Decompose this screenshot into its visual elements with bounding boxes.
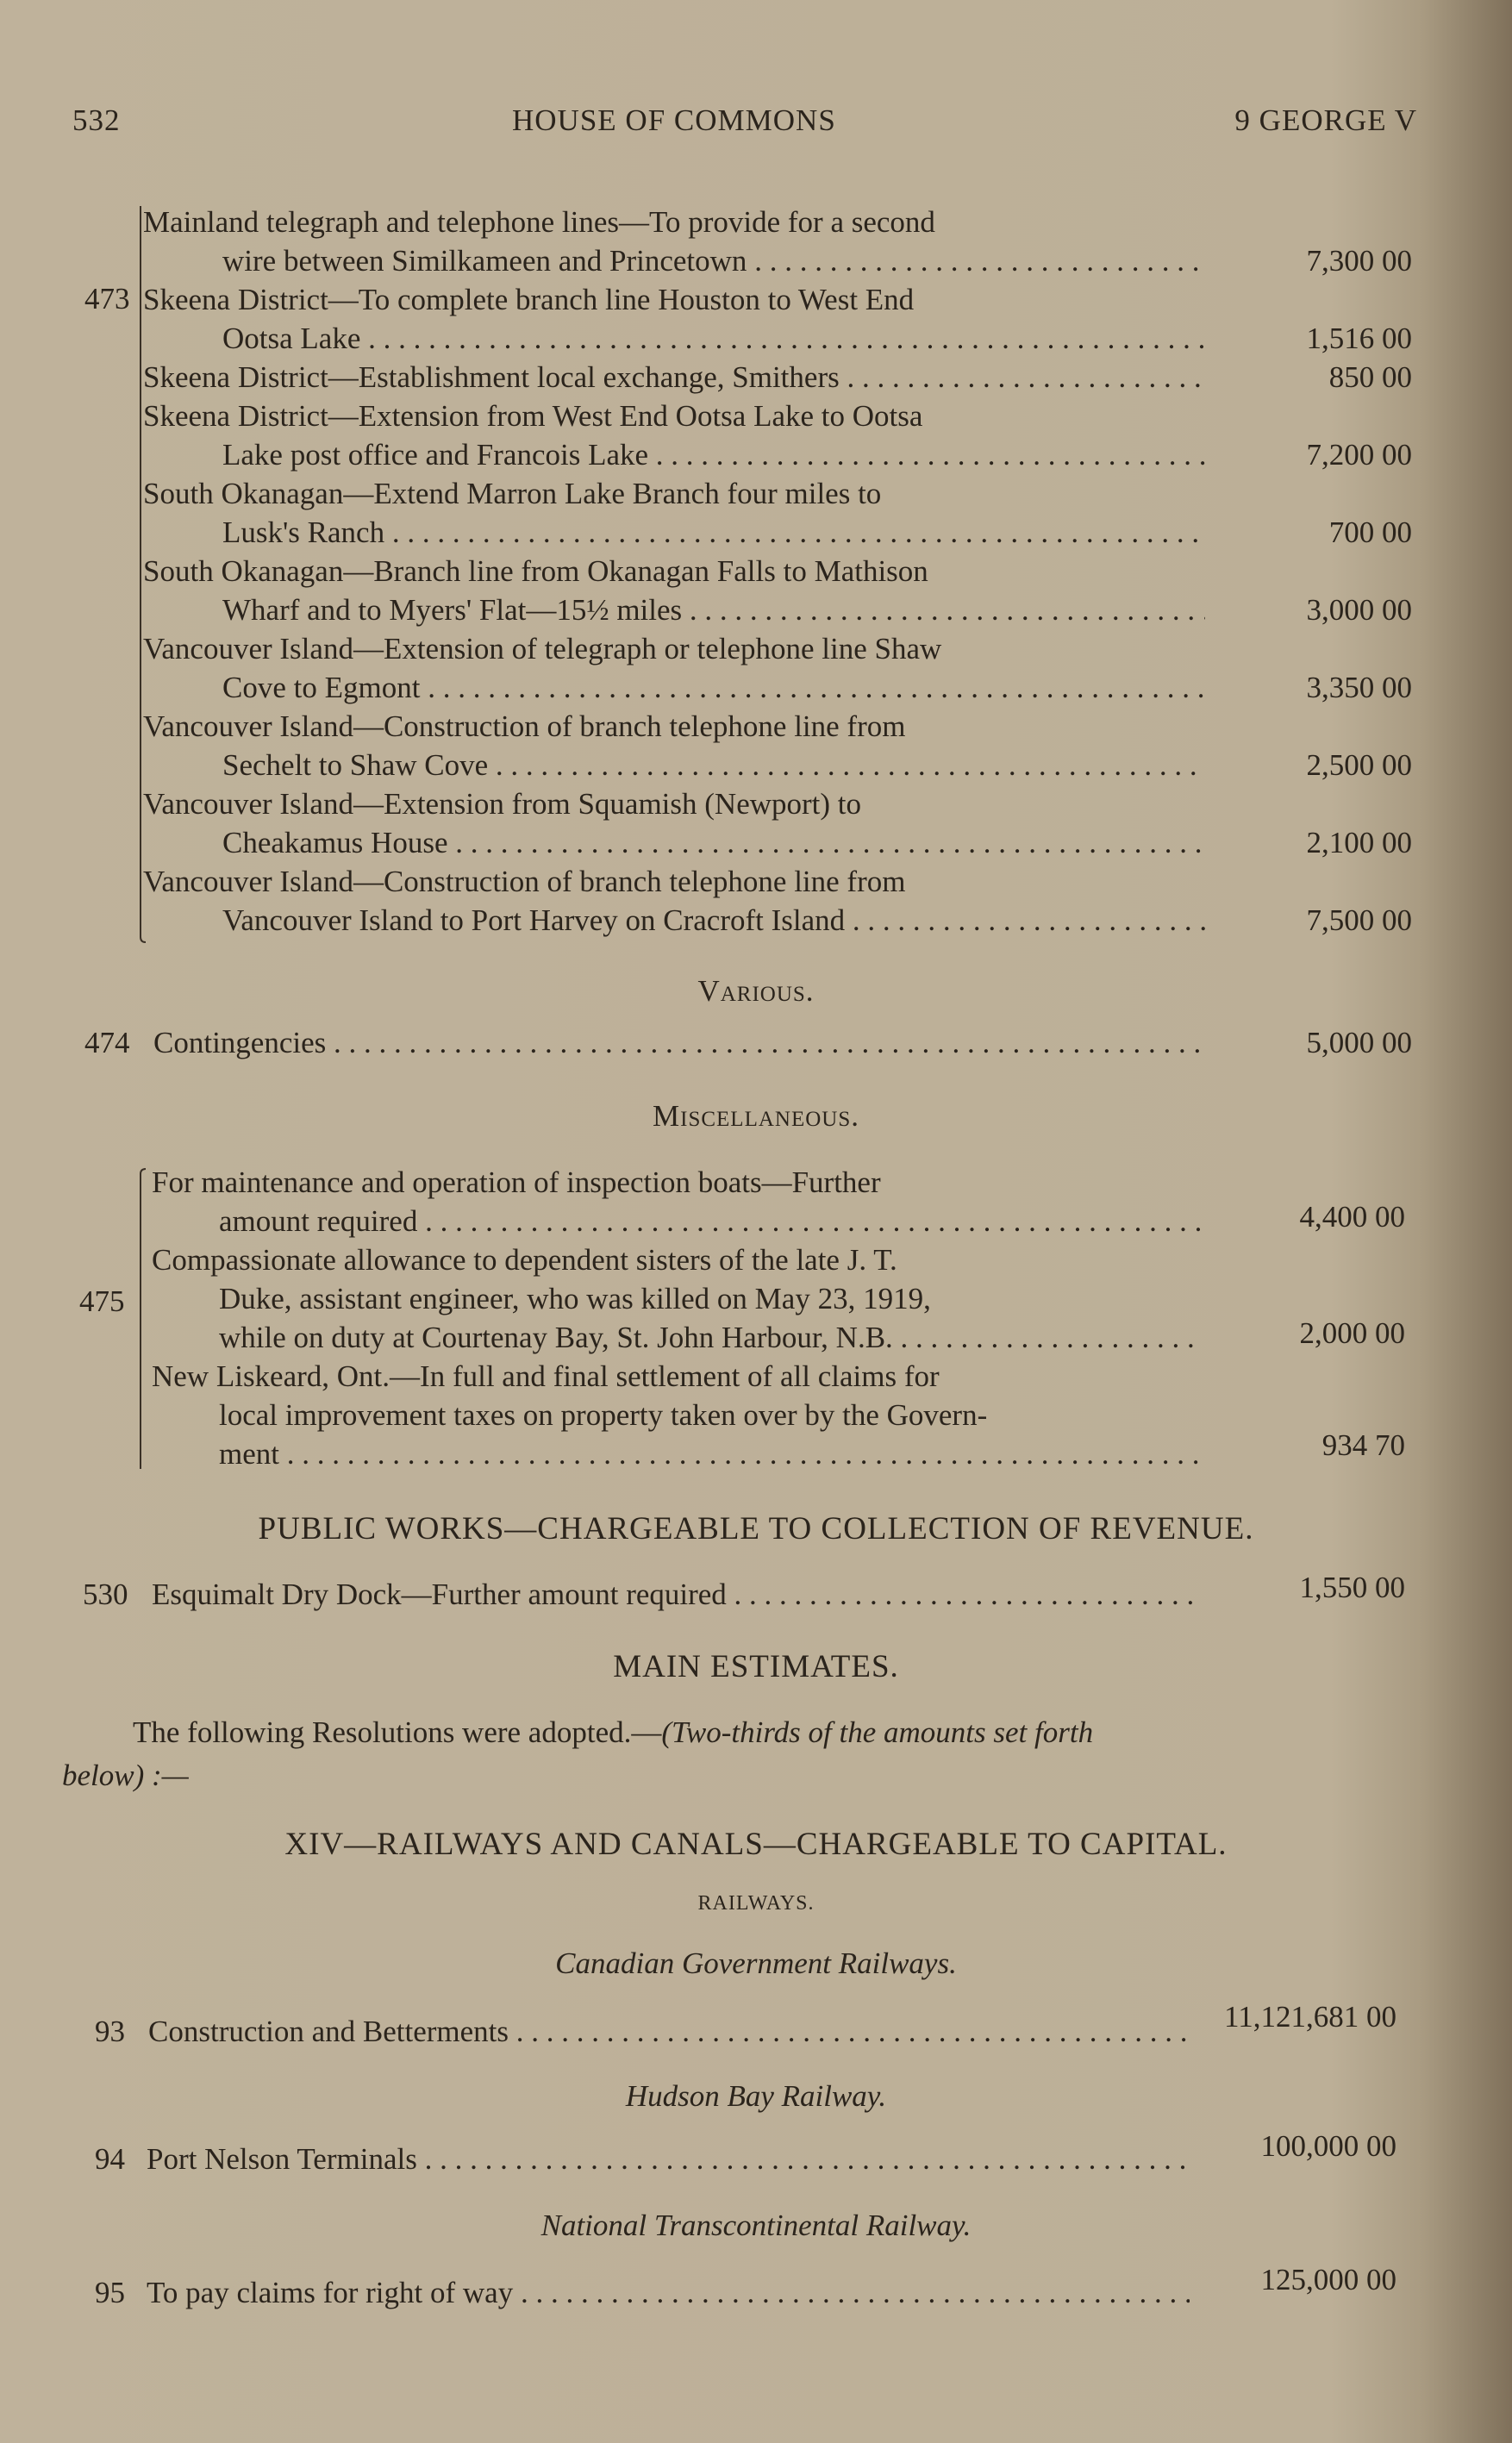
entry-line: South Okanagan—Extend Marron Lake Branch four miles to [143, 477, 882, 510]
entry-line-leader: wire between Similkameen and Princetown . . . [222, 244, 1205, 278]
entry-amount: 850 00 [1328, 360, 1412, 394]
entry-line-leader: Cove to Egmont . . . [222, 671, 1205, 705]
vote-number: 475 [79, 1284, 125, 1318]
section-heading-main-estimates: MAIN ESTIMATES. [613, 1649, 899, 1684]
entry-amount: 1,550 00 [1299, 1571, 1405, 1604]
vote-number: 473 [84, 282, 130, 316]
entry-amount: 4,400 00 [1299, 1200, 1405, 1234]
entry-amount: 1,516 00 [1306, 322, 1412, 355]
entry-line-leader: Vancouver Island to Port Harvey on Cracroft Island . . . [222, 903, 1205, 938]
vote-number: 474 [84, 1026, 130, 1059]
section-heading-miscellaneous: Miscellaneous. [653, 1099, 859, 1133]
entry-line: Duke, assistant engineer, who was killed on May 23, 1919, [219, 1282, 931, 1315]
section-heading-various: Various. [697, 974, 815, 1008]
entry-line-leader: Contingencies . . . [153, 1026, 1205, 1060]
regnal-year: 9 GEORGE V [1234, 103, 1417, 137]
entry-amount: 7,300 00 [1306, 244, 1412, 278]
entry-line-leader: Wharf and to Myers' Flat—15½ miles . . . [222, 593, 1205, 628]
page-title: HOUSE OF COMMONS [512, 103, 836, 137]
intro-text: The following Resolutions were adopted.— [133, 1715, 662, 1749]
entry-line: New Liskeard, Ont.—In full and final settlement of all claims for [152, 1359, 940, 1393]
entry-line-leader: To pay claims for right of way . . . [147, 2276, 1190, 2310]
running-header [72, 103, 1417, 147]
subheading-railways: RAILWAYS. [697, 1892, 815, 1915]
entry-amount: 3,350 00 [1306, 671, 1412, 704]
entry-line: Vancouver Island—Construction of branch telephone line from [143, 865, 906, 898]
entry-amount: 934 70 [1321, 1428, 1405, 1462]
entry-line: For maintenance and operation of inspection boats—Further [152, 1165, 881, 1199]
entry-amount: 2,000 00 [1299, 1316, 1405, 1350]
entry-line-leader: Esquimalt Dry Dock—Further amount required . . . [152, 1578, 1202, 1612]
brace-bracket [134, 1165, 147, 1476]
entry-line: Skeena District—To complete branch line Houston to West End [143, 283, 915, 316]
entry-amount: 11,121,681 00 [1224, 2000, 1396, 2034]
entry-line-leader: Lusk's Ranch . . . [222, 515, 1205, 550]
entry-amount: 2,500 00 [1306, 748, 1412, 782]
entry-line: Vancouver Island—Extension from Squamish (Newport) to [143, 787, 862, 821]
entry-line-leader: Lake post office and Francois Lake . . . [222, 438, 1205, 472]
entry-line-leader: Ootsa Lake . . . [222, 322, 1205, 356]
entry-line-leader: Port Nelson Terminals . . . [147, 2142, 1190, 2177]
vote-number: 530 [83, 1578, 128, 1611]
entry-amount: 125,000 00 [1260, 2263, 1396, 2296]
intro-text-italic: below) :— [62, 1759, 189, 1792]
entry-line-leader: Construction and Betterments . . . [148, 2015, 1191, 2049]
entry-line-leader: Cheakamus House . . . [222, 826, 1205, 860]
entry-amount: 5,000 00 [1306, 1026, 1412, 1059]
intro-text-italic: (Two-thirds of the amounts set forth [661, 1715, 1094, 1749]
entry-amount: 7,200 00 [1306, 438, 1412, 472]
entry-line: Compassionate allowance to dependent sisters of the late J. T. [152, 1243, 897, 1277]
entry-line: South Okanagan—Branch line from Okanagan Falls to Mathison [143, 554, 928, 588]
vote-number: 94 [95, 2142, 125, 2176]
entry-line: local improvement taxes on property taken over by the Govern- [219, 1398, 988, 1432]
section-heading-railways-canals: XIV—RAILWAYS AND CANALS—CHARGEABLE TO CAPITAL. [284, 1827, 1228, 1862]
resolution-intro [133, 1715, 1093, 1750]
railway-group-title: National Transcontinental Railway. [540, 2209, 972, 2242]
entry-line-leader: Skeena District—Establishment local exchange, Smithers . . . [143, 360, 1205, 395]
entry-amount: 7,500 00 [1306, 903, 1412, 937]
section-heading-public-works: PUBLIC WORKS—CHARGEABLE TO COLLECTION OF REVENUE. [258, 1511, 1254, 1546]
vote-number: 95 [95, 2276, 125, 2309]
entry-line: Mainland telegraph and telephone lines—To provide for a second [143, 205, 935, 239]
entry-amount: 3,000 00 [1306, 593, 1412, 627]
entry-amount: 2,100 00 [1306, 826, 1412, 859]
entry-line-leader: ment . . . [219, 1437, 1202, 1471]
entry-line: Vancouver Island—Extension of telegraph or telephone line Shaw [143, 632, 942, 665]
entry-line-leader: Sechelt to Shaw Cove . . . [222, 748, 1205, 783]
railway-group-title: Hudson Bay Railway. [625, 2079, 887, 2113]
entry-line: Vancouver Island—Construction of branch telephone line from [143, 709, 906, 743]
entry-line: Skeena District—Extension from West End Ootsa Lake to Ootsa [143, 399, 923, 433]
entry-line-leader: while on duty at Courtenay Bay, St. John Harbour, N.B. . . . [219, 1321, 1202, 1355]
railway-group-title: Canadian Government Railways. [555, 1946, 957, 1980]
page-number: 532 [72, 103, 121, 137]
entry-amount: 100,000 00 [1260, 2129, 1396, 2163]
vote-number: 93 [95, 2015, 125, 2048]
entry-line-leader: amount required . . . [219, 1204, 1202, 1239]
entry-amount: 700 00 [1328, 515, 1412, 549]
brace-bracket [134, 203, 147, 944]
